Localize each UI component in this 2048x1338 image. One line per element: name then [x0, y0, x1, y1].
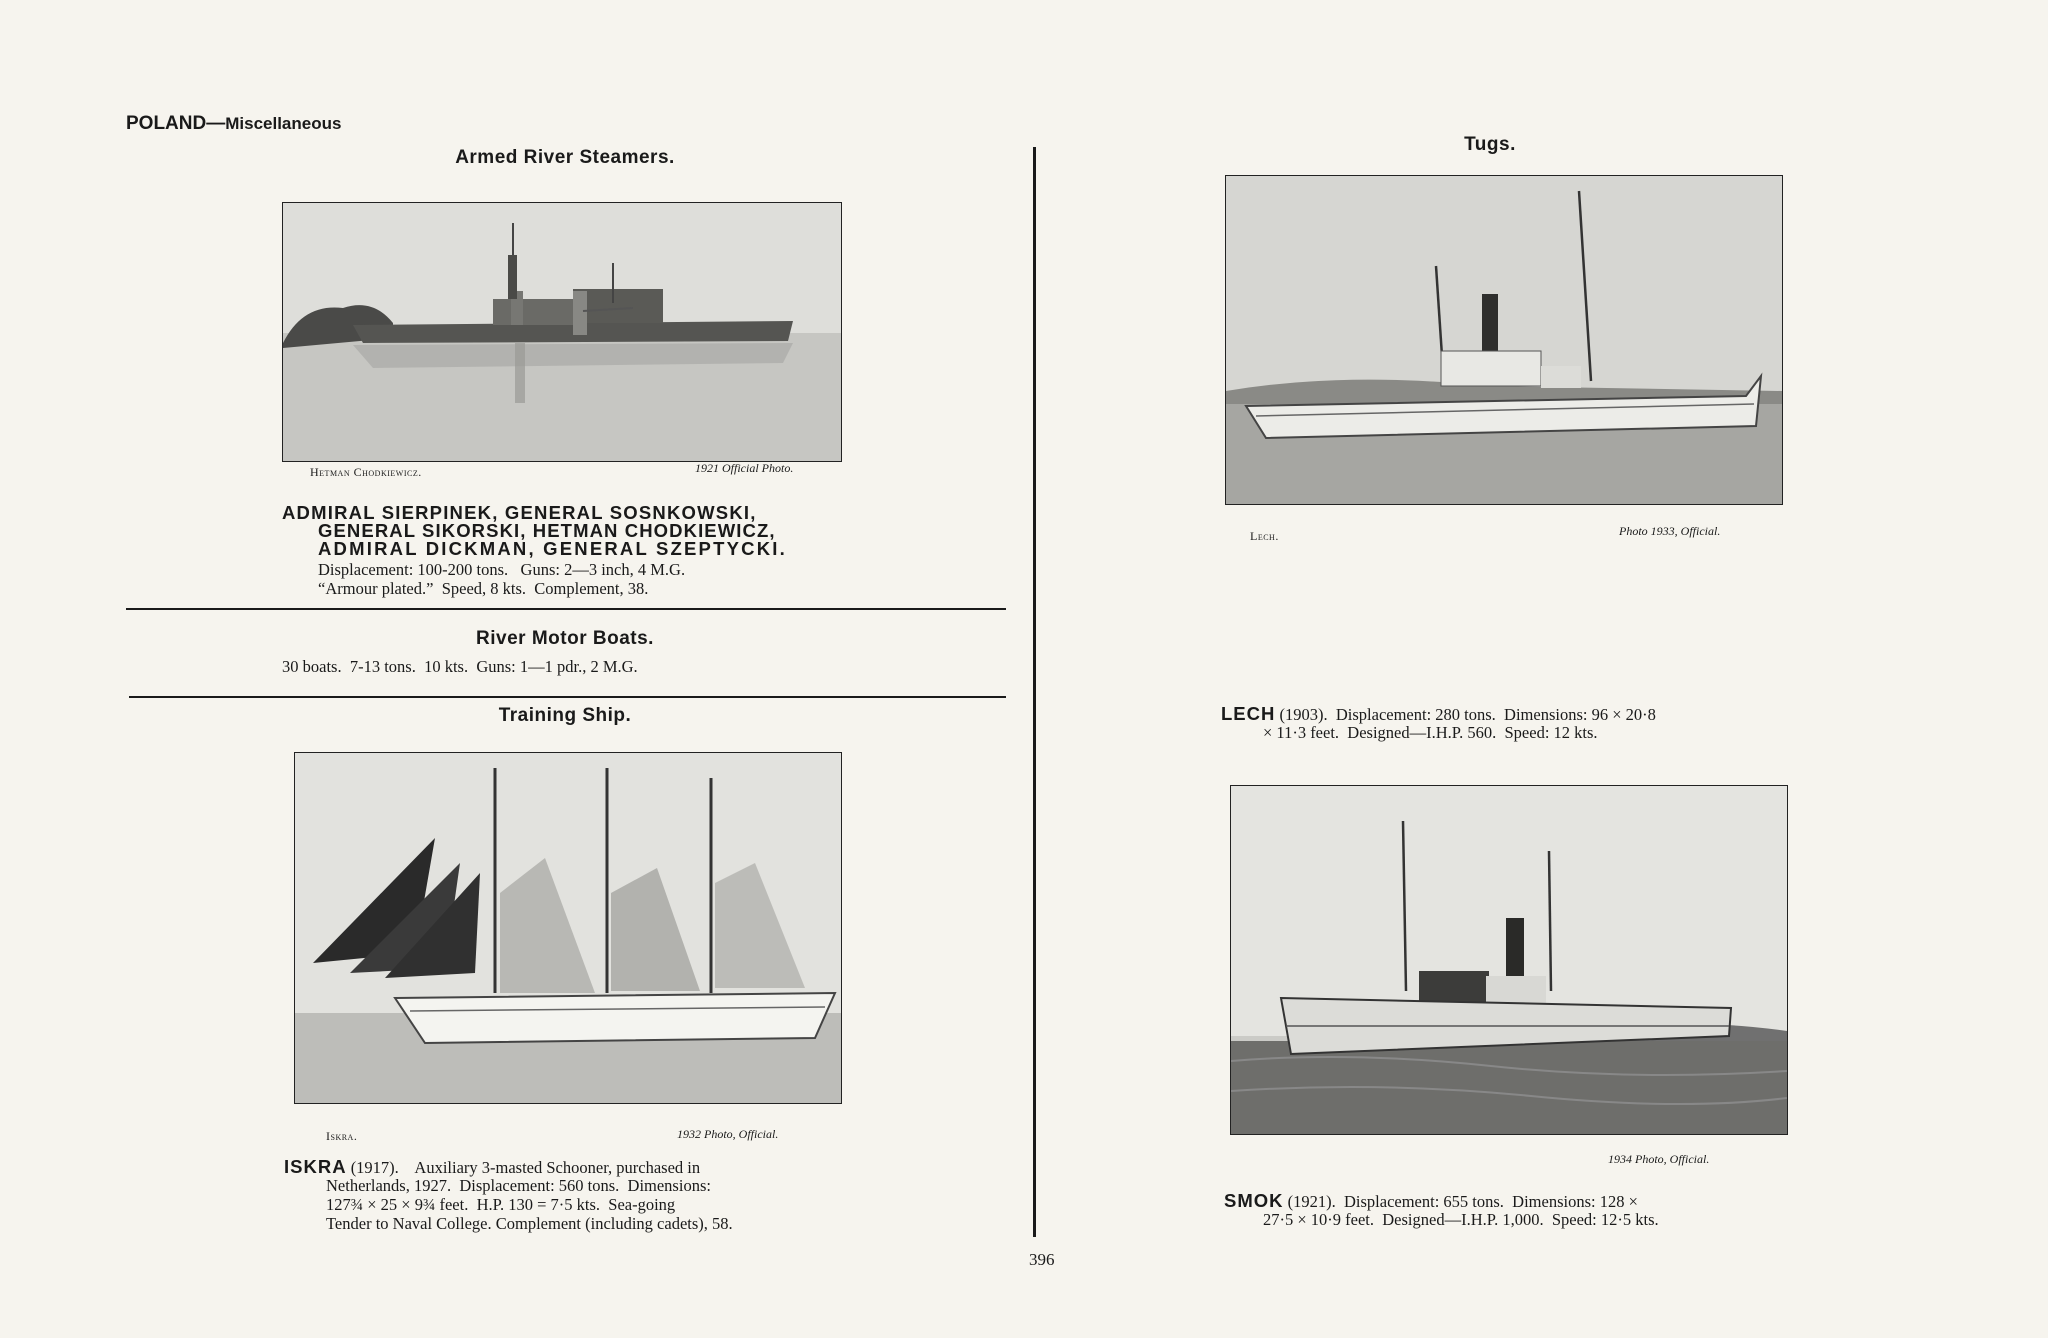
smok-line2: 27·5 × 10·9 feet. Designed—I.H.P. 1,000. Speed: 12·5 kts. — [1263, 1210, 1659, 1229]
steamer-details-line1: Displacement: 100-200 tons. Guns: 2—3 inch, 4 M.G. — [318, 560, 686, 579]
training-ship-title: Training Ship. — [498, 705, 632, 726]
smok-line1 — [1224, 1191, 1638, 1211]
header-dash: — — [206, 113, 226, 134]
caption-lech: Lech. — [1250, 529, 1279, 543]
smok-name: SMOK — [1224, 1190, 1284, 1211]
credit-smok: 1934 Photo, Official. — [1608, 1152, 1710, 1166]
steamer-names-line1: ADMIRAL SIERPINEK, GENERAL SOSNKOWSKI, — [282, 502, 757, 523]
river-steamer-image — [283, 203, 841, 461]
header-country: POLAND — [126, 113, 207, 134]
photo-iskra — [294, 752, 842, 1104]
armed-river-steamers-title: Armed River Steamers. — [455, 147, 675, 168]
steamer-names-line3: ADMIRAL DICKMAN, GENERAL SZEPTYCKI. — [318, 538, 787, 559]
iskra-line1 — [284, 1157, 700, 1177]
tug-smok-image — [1231, 786, 1787, 1134]
river-motor-boats-details: 30 boats. 7-13 tons. 10 kts. Guns: 1—1 pdr., 2 M.G. — [282, 657, 638, 676]
iskra-line4: Tender to Naval College. Complement (including cadets), 58. — [326, 1214, 733, 1233]
rule-after-motor-boats — [129, 696, 1006, 698]
photo-lech — [1225, 175, 1783, 505]
credit-iskra: 1932 Photo, Official. — [677, 1127, 779, 1141]
lech-line1 — [1221, 704, 1656, 724]
iskra-year: (1917). — [350, 1158, 399, 1177]
tug-lech-image — [1226, 176, 1782, 504]
photo-smok — [1230, 785, 1788, 1135]
rule-after-steamers — [126, 608, 1006, 610]
lech-name: LECH — [1221, 703, 1276, 724]
iskra-line2: Netherlands, 1927. Displacement: 560 tons. Dimensions: — [326, 1176, 711, 1195]
page-divider — [1033, 147, 1036, 1237]
iskra-line3: 127¾ × 25 × 9¾ feet. H.P. 130 = 7·5 kts. Sea-going — [326, 1195, 676, 1214]
credit-hetman-chodkiewicz: 1921 Official Photo. — [695, 461, 794, 475]
steamer-names-line2: GENERAL SIKORSKI, HETMAN CHODKIEWICZ, — [318, 520, 776, 541]
schooner-image — [295, 753, 841, 1103]
river-motor-boats-title: River Motor Boats. — [476, 628, 654, 649]
credit-lech: Photo 1933, Official. — [1619, 524, 1721, 538]
caption-iskra: Iskra. — [326, 1129, 358, 1143]
smok-line1-rest: (1921). Displacement: 655 tons. Dimensions: 128 × — [1287, 1192, 1638, 1211]
caption-hetman-chodkiewicz: Hetman Chodkiewicz. — [310, 465, 422, 479]
iskra-name: ISKRA — [284, 1156, 347, 1177]
page-header — [126, 113, 341, 135]
lech-line2: × 11·3 feet. Designed—I.H.P. 560. Speed: 12 kts. — [1263, 723, 1598, 742]
header-section: Miscellaneous — [225, 114, 342, 133]
steamer-details-line2: “Armour plated.” Speed, 8 kts. Complement, 38. — [318, 579, 649, 598]
tugs-title: Tugs. — [1464, 134, 1516, 155]
photo-hetman-chodkiewicz — [282, 202, 842, 462]
iskra-line1-rest: Auxiliary 3-masted Schooner, purchased in — [414, 1158, 701, 1177]
lech-line1-rest: (1903). Displacement: 280 tons. Dimensions: 96 × 20·8 — [1279, 705, 1656, 724]
page-number: 396 — [1029, 1250, 1055, 1269]
